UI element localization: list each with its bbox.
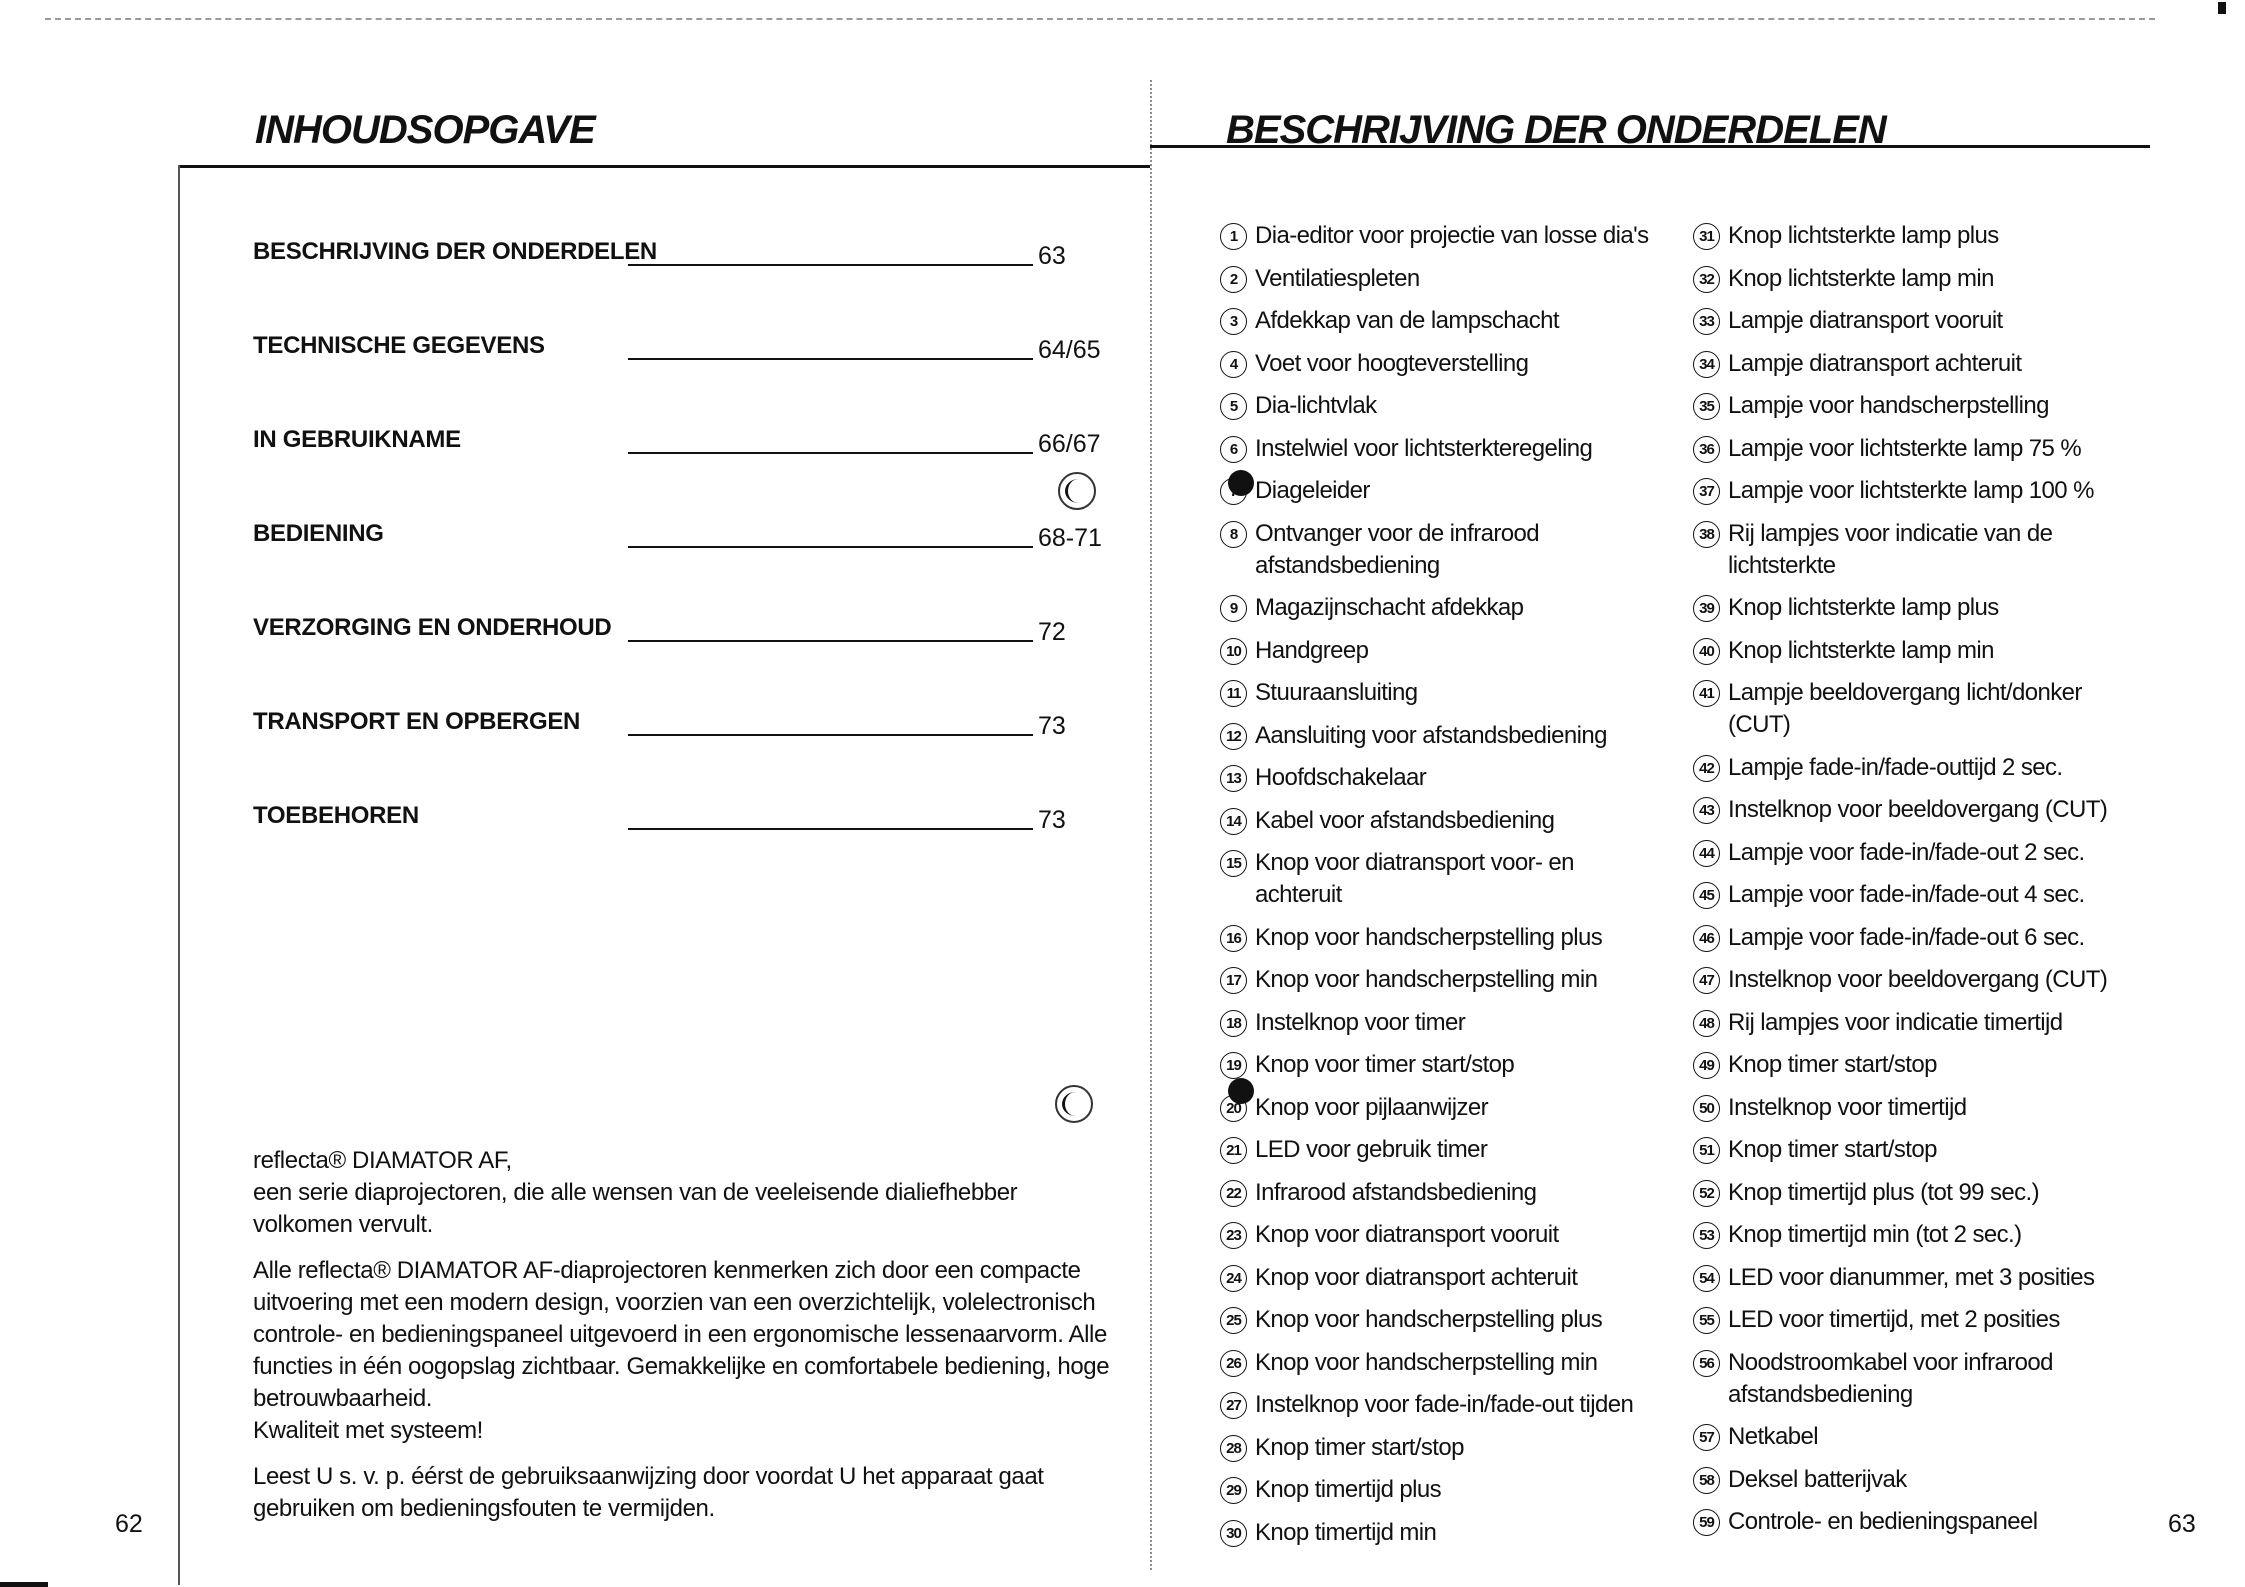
part-item (1693, 433, 2143, 465)
part-number-badge: 23 (1220, 1222, 1247, 1249)
part-label: Knop voor handscherpstelling plus (1255, 1306, 1603, 1333)
part-item (1220, 1474, 1660, 1506)
part-number-badge: 14 (1220, 808, 1247, 835)
toc-row (253, 512, 1113, 606)
part-label: Rij lampjes voor indicatie van de lichtsterkte (1728, 519, 2053, 579)
part-item (1693, 592, 2143, 624)
page-number-left: 62 (115, 1510, 143, 1538)
part-number-badge: 35 (1693, 393, 1720, 420)
part-label: Netkabel (1728, 1423, 1818, 1450)
part-label: Knop lichtsterkte lamp plus (1728, 594, 1999, 621)
toc-leader-line (628, 452, 1033, 454)
part-label: Lampje voor fade-in/fade-out 6 sec. (1728, 923, 2085, 951)
intro-text (253, 1145, 1113, 1539)
toc-entry-title: TECHNISCHE GEGEVENS (253, 332, 545, 359)
part-label: Knop lichtsterkte lamp min (1728, 264, 1994, 292)
part-label: Knop voor handscherpstelling plus (1255, 923, 1603, 951)
part-item (1220, 1092, 1660, 1124)
part-number-badge: 49 (1693, 1052, 1720, 1079)
part-item (1220, 762, 1660, 794)
part-number-badge: 54 (1693, 1265, 1720, 1292)
part-label: Instelwiel voor lichtsterkteregeling (1255, 434, 1593, 462)
table-of-contents (253, 230, 1113, 888)
part-item (1693, 1304, 2143, 1336)
part-label: Diageleider (1255, 477, 1370, 504)
part-item (1220, 1049, 1660, 1081)
part-label: Lampje fade-in/fade-outtijd 2 sec. (1728, 753, 2063, 781)
heading-rule (1150, 145, 2150, 148)
toc-row (253, 700, 1113, 794)
part-item (1693, 220, 2143, 252)
part-item (1693, 1134, 2143, 1166)
part-label: Instelknop voor beeldovergang (CUT) (1728, 796, 2108, 823)
part-number-badge: 37 (1693, 478, 1720, 505)
part-number-badge: 58 (1693, 1467, 1720, 1494)
part-number-badge: 6 (1220, 436, 1247, 463)
part-label: Deksel batterijvak (1728, 1465, 1907, 1493)
part-label: Lampje diatransport vooruit (1728, 307, 2003, 334)
part-number-badge: 1 (1220, 223, 1247, 250)
part-item (1220, 1219, 1660, 1251)
part-label: LED voor timertijd, met 2 posities (1728, 1306, 2060, 1333)
intro-description: Alle reflecta® DIAMATOR AF-diaprojectoren kenmerken zich door een compacte uitvoering met een modern design, voorzien van een overzichtelijk, volelectronisch controle- en bedieningspaneel uitgevoerd in een ergonomische lessenaarvorm. Alle functies in één oogopslag zichtbaar. Gemakkelijke en comfortabele bediening, hoge betrouwbaarheid. (253, 1257, 1110, 1412)
toc-entry-title: BEDIENING (253, 520, 384, 547)
part-item (1693, 1262, 2143, 1294)
part-item (1220, 1517, 1660, 1549)
part-item (1220, 1304, 1660, 1336)
part-number-badge: 18 (1220, 1010, 1247, 1037)
part-number-badge: 39 (1693, 595, 1720, 622)
page-number-right: 63 (2168, 1510, 2196, 1538)
part-item (1220, 805, 1660, 837)
intro-line: een serie diaprojectoren, die alle wensen van de veeleisende dialiefhebber volkomen vervult. (253, 1179, 1018, 1238)
part-number-badge: 22 (1220, 1180, 1247, 1207)
part-number-badge: 48 (1693, 1010, 1720, 1037)
toc-entry-page: 63 (1038, 242, 1066, 270)
part-item (1220, 1134, 1660, 1166)
part-item (1220, 390, 1660, 422)
part-item (1693, 1219, 2143, 1251)
part-number-badge: 53 (1693, 1222, 1720, 1249)
toc-entry-page: 73 (1038, 712, 1066, 740)
intro-paragraph: Leest U s. v. p. éérst de gebruiksaanwijzing door voordat U het apparaat gaat gebruiken om bedieningsfouten te vermijden. (253, 1463, 1044, 1522)
part-item (1693, 1421, 2143, 1453)
toc-entry-title: IN GEBRUIKNAME (253, 426, 461, 453)
part-label: Knop timertijd min (1255, 1518, 1437, 1546)
intro-tagline: Kwaliteit met systeem! (253, 1417, 483, 1444)
part-item (1220, 433, 1660, 465)
part-item (1693, 837, 2143, 869)
part-item (1693, 922, 2143, 954)
part-item (1693, 677, 2143, 741)
part-label: Infrarood afstandsbediening (1255, 1178, 1537, 1206)
part-number-badge: 4 (1220, 351, 1247, 378)
part-number-badge: 16 (1220, 925, 1247, 952)
part-label: Knop timertijd plus (tot 99 sec.) (1728, 1178, 2040, 1206)
part-label: Magazijnschacht afdekkap (1255, 594, 1524, 621)
part-item (1693, 518, 2143, 582)
part-label: Instelknop voor beeldovergang (CUT) (1728, 966, 2108, 993)
toc-row (253, 324, 1113, 418)
part-number-badge: 59 (1693, 1509, 1720, 1536)
part-label: Aansluiting voor afstandsbediening (1255, 721, 1607, 749)
part-item (1693, 1464, 2143, 1496)
part-item (1220, 677, 1660, 709)
part-number-badge: 40 (1693, 638, 1720, 665)
toc-row (253, 606, 1113, 700)
part-label: Rij lampjes voor indicatie timertijd (1728, 1008, 2063, 1036)
toc-entry-page: 66/67 (1038, 430, 1101, 458)
part-number-badge: 17 (1220, 967, 1247, 994)
margin-rule (178, 165, 180, 1585)
heading-rule (178, 165, 1150, 168)
registration-mark (1058, 472, 1096, 510)
part-number-badge: 55 (1693, 1307, 1720, 1334)
part-number-badge: 2 (1220, 266, 1247, 293)
right-page (1150, 0, 2245, 1587)
intro-paragraph (253, 1145, 1113, 1241)
toc-entry-title: VERZORGING EN ONDERHOUD (253, 614, 612, 641)
toc-entry-page: 64/65 (1038, 336, 1101, 364)
part-number-badge: 34 (1693, 351, 1720, 378)
part-label: Knop voor handscherpstelling min (1255, 966, 1598, 993)
toc-leader-line (628, 264, 1033, 266)
part-number-badge: 57 (1693, 1424, 1720, 1451)
part-number-badge: 46 (1693, 925, 1720, 952)
part-number-badge: 50 (1693, 1095, 1720, 1122)
part-item (1693, 964, 2143, 996)
toc-entry-page: 73 (1038, 806, 1066, 834)
part-number-badge: 12 (1220, 723, 1247, 750)
part-label: Controle- en bedieningspaneel (1728, 1508, 2038, 1535)
registration-mark (1055, 1085, 1093, 1123)
toc-leader-line (628, 640, 1033, 642)
part-label: Ontvanger voor de infrarood afstandsbediening (1255, 519, 1539, 579)
part-number-badge: 44 (1693, 840, 1720, 867)
part-label: Knop voor diatransport vooruit (1255, 1221, 1559, 1248)
part-label: Knop voor diatransport voor- en achteruit (1255, 849, 1574, 908)
part-item (1220, 1177, 1660, 1209)
part-number-badge: 26 (1220, 1350, 1247, 1377)
part-item (1220, 348, 1660, 380)
part-number-badge: 8 (1220, 521, 1247, 548)
part-item (1220, 1262, 1660, 1294)
part-number-badge: 43 (1693, 797, 1720, 824)
part-label: Knop voor handscherpstelling min (1255, 1348, 1598, 1376)
part-label: Noodstroomkabel voor infrarood afstandsbediening (1728, 1348, 2053, 1408)
part-number-badge: 56 (1693, 1350, 1720, 1377)
part-number-badge: 9 (1220, 595, 1247, 622)
toc-leader-line (628, 828, 1033, 830)
part-number-badge: 15 (1220, 850, 1247, 877)
part-number-badge: 27 (1220, 1392, 1247, 1419)
part-item (1693, 879, 2143, 911)
part-item (1220, 1432, 1660, 1464)
part-label: LED voor dianummer, met 3 posities (1728, 1263, 2095, 1291)
part-label: Dia-lichtvlak (1255, 392, 1377, 419)
part-label: Dia-editor voor projectie van losse dia's (1255, 222, 1649, 249)
toc-entry-page: 72 (1038, 618, 1066, 646)
part-number-badge: 29 (1220, 1477, 1247, 1504)
part-item (1220, 847, 1660, 911)
part-label: Instelknop voor timertijd (1728, 1093, 1967, 1121)
part-label: Voet voor hoogteverstelling (1255, 349, 1529, 377)
toc-entry-title: BESCHRIJVING DER ONDERDELEN (253, 238, 657, 265)
toc-leader-line (628, 546, 1033, 548)
part-item (1693, 1506, 2143, 1538)
part-label: Knop lichtsterkte lamp plus (1728, 222, 1999, 249)
part-label: Knop voor timer start/stop (1255, 1051, 1515, 1078)
part-label: Lampje voor fade-in/fade-out 4 sec. (1728, 881, 2085, 908)
part-label: Lampje diatransport achteruit (1728, 349, 2022, 377)
part-label: Hoofdschakelaar (1255, 764, 1427, 791)
part-label: Lampje voor lichtsterkte lamp 100 % (1728, 477, 2094, 504)
part-item (1220, 1007, 1660, 1039)
toc-entry-page: 68-71 (1038, 524, 1102, 552)
part-number-badge: 25 (1220, 1307, 1247, 1334)
part-item (1220, 922, 1660, 954)
part-item (1220, 220, 1660, 252)
part-number-badge: 21 (1220, 1137, 1247, 1164)
part-label: Lampje voor fade-in/fade-out 2 sec. (1728, 838, 2085, 866)
part-number-badge: 3 (1220, 308, 1247, 335)
part-item (1693, 348, 2143, 380)
part-label: Knop timer start/stop (1728, 1051, 1937, 1078)
part-label: Knop timer start/stop (1255, 1433, 1464, 1461)
toc-row (253, 794, 1113, 888)
part-label: Ventilatiespleten (1255, 264, 1420, 292)
toc-entry-title: TRANSPORT EN OPBERGEN (253, 708, 581, 735)
part-item (1220, 1347, 1660, 1379)
part-item (1693, 1347, 2143, 1411)
part-number-badge: 20 (1220, 1095, 1247, 1122)
part-item (1693, 1049, 2143, 1081)
part-number-badge: 19 (1220, 1052, 1247, 1079)
part-label: Lampje beeldovergang licht/donker (CUT) (1728, 679, 2082, 738)
part-item (1693, 475, 2143, 507)
part-label: Handgreep (1255, 636, 1369, 664)
toc-leader-line (628, 358, 1033, 360)
part-label: LED voor gebruik timer (1255, 1136, 1488, 1163)
part-item (1220, 475, 1660, 507)
part-number-badge: 38 (1693, 521, 1720, 548)
part-item (1693, 263, 2143, 295)
part-number-badge: 31 (1693, 223, 1720, 250)
part-label: Knop voor pijlaanwijzer (1255, 1093, 1488, 1121)
part-label: Afdekkap van de lampschacht (1255, 307, 1559, 334)
part-item (1220, 263, 1660, 295)
part-number-badge: 11 (1220, 680, 1247, 707)
part-label: Stuuraansluiting (1255, 679, 1418, 706)
part-item (1220, 720, 1660, 752)
part-number-badge: 47 (1693, 967, 1720, 994)
part-number-badge: 28 (1220, 1435, 1247, 1462)
part-item (1220, 305, 1660, 337)
part-number-badge: 24 (1220, 1265, 1247, 1292)
part-number-badge: 10 (1220, 638, 1247, 665)
part-number-badge: 5 (1220, 393, 1247, 420)
toc-leader-line (628, 734, 1033, 736)
part-item (1220, 1389, 1660, 1421)
part-label: Knop voor diatransport achteruit (1255, 1263, 1578, 1291)
part-label: Knop timertijd min (tot 2 sec.) (1728, 1221, 2022, 1248)
part-number-badge: 32 (1693, 266, 1720, 293)
intro-product-name: reflecta® DIAMATOR AF, (253, 1147, 512, 1174)
parts-list-column-1 (1220, 220, 1660, 1559)
intro-paragraph (253, 1255, 1113, 1447)
part-label: Lampje voor handscherpstelling (1728, 392, 2049, 419)
toc-row (253, 230, 1113, 324)
part-item (1220, 964, 1660, 996)
part-number-badge: 42 (1693, 755, 1720, 782)
toc-heading: INHOUDSOPGAVE (255, 108, 595, 152)
part-item (1220, 518, 1660, 582)
part-item (1693, 1092, 2143, 1124)
part-label: Kabel voor afstandsbediening (1255, 806, 1555, 834)
part-number-badge: 52 (1693, 1180, 1720, 1207)
part-number-badge: 51 (1693, 1137, 1720, 1164)
part-number-badge: 30 (1220, 1520, 1247, 1547)
part-number-badge: 41 (1693, 680, 1720, 707)
part-number-badge: 13 (1220, 765, 1247, 792)
part-item (1693, 752, 2143, 784)
part-item (1693, 305, 2143, 337)
part-item (1693, 1177, 2143, 1209)
part-item (1220, 635, 1660, 667)
part-number-badge: 33 (1693, 308, 1720, 335)
part-label: Instelknop voor timer (1255, 1008, 1466, 1036)
part-item (1220, 592, 1660, 624)
toc-entry-title: TOEBEHOREN (253, 802, 419, 829)
part-item (1693, 1007, 2143, 1039)
toc-row (253, 418, 1113, 512)
part-number-badge: 36 (1693, 436, 1720, 463)
part-number-badge: 7 (1220, 478, 1247, 505)
part-label: Knop lichtsterkte lamp min (1728, 636, 1994, 664)
part-item (1693, 635, 2143, 667)
parts-heading: BESCHRIJVING DER ONDERDELEN (1226, 108, 1886, 152)
parts-list-column-2 (1693, 220, 2143, 1549)
part-label: Instelknop voor fade-in/fade-out tijden (1255, 1391, 1634, 1418)
part-number-badge: 45 (1693, 882, 1720, 909)
part-item (1693, 794, 2143, 826)
part-label: Knop timer start/stop (1728, 1136, 1937, 1163)
part-label: Lampje voor lichtsterkte lamp 75 % (1728, 434, 2082, 462)
part-label: Knop timertijd plus (1255, 1476, 1442, 1503)
part-item (1693, 390, 2143, 422)
